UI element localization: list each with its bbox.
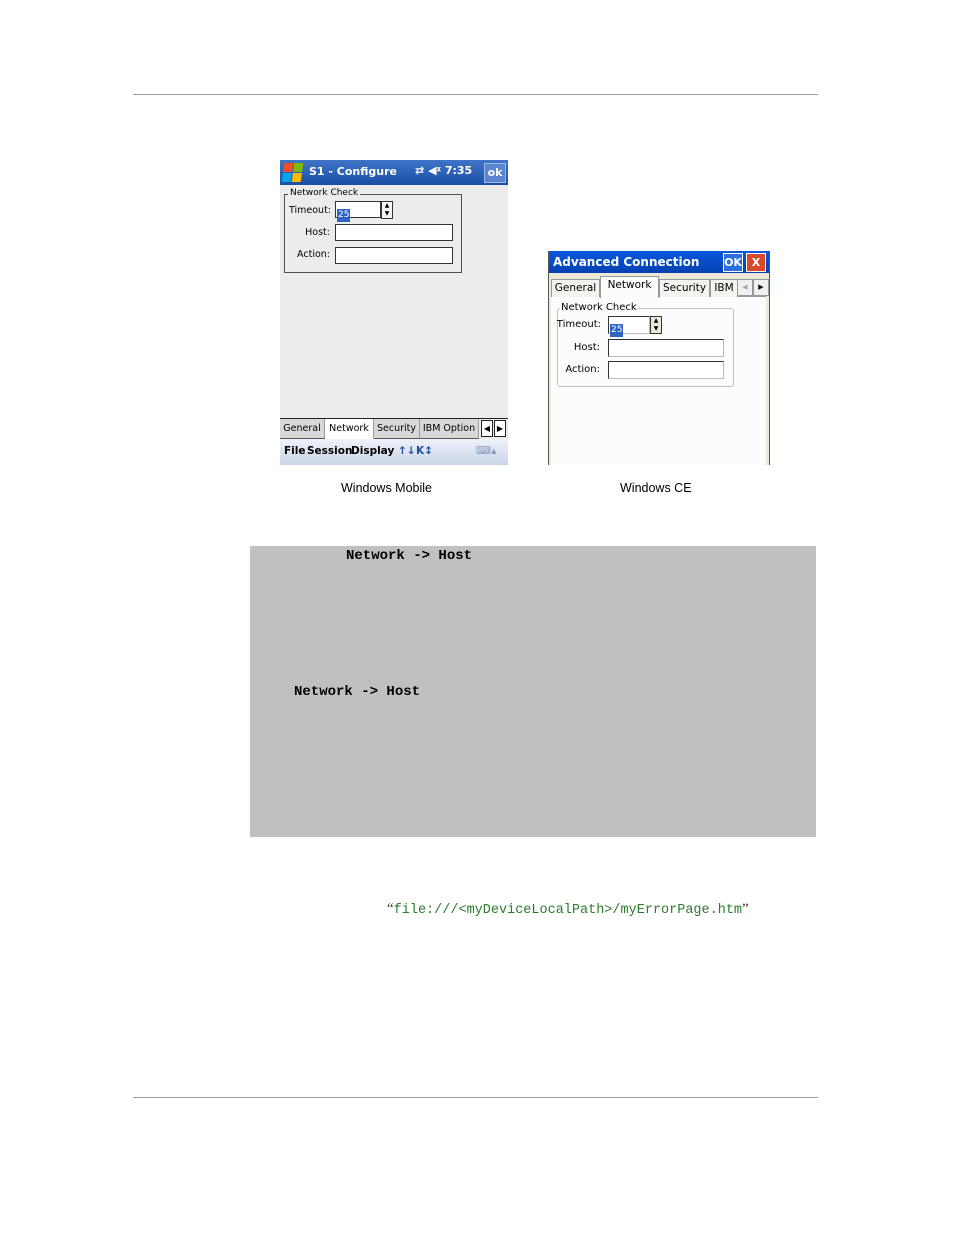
timeout-value: 25 <box>611 325 623 335</box>
tab-ibm[interactable]: IBM <box>710 279 738 297</box>
tab-scroll-left-icon[interactable]: ◀ <box>481 420 493 437</box>
group-label: Network Check <box>290 188 359 198</box>
title-bar <box>280 160 508 185</box>
menu-bar <box>280 439 508 465</box>
code-block <box>250 546 816 837</box>
ok-button[interactable]: OK <box>723 253 743 272</box>
timeout-label: Timeout: <box>288 205 331 216</box>
windows-start-icon[interactable] <box>282 163 305 182</box>
status-icons <box>415 164 472 177</box>
windows-mobile-screenshot <box>280 160 508 465</box>
spin-down-icon[interactable]: ▼ <box>384 210 390 217</box>
timeout-value: 25 <box>338 210 350 220</box>
path-text: file:///<myDeviceLocalPath>/myErrorPage.htm <box>393 903 743 918</box>
connectivity-icon[interactable]: ⇄ <box>415 164 425 177</box>
menu-file[interactable]: File <box>284 445 306 457</box>
transfer-icon[interactable]: ↑↓ <box>398 445 416 457</box>
spin-down-icon[interactable]: ▼ <box>653 325 659 332</box>
action-label: Action: <box>297 249 330 260</box>
timeout-spinner[interactable] <box>650 316 662 334</box>
menu-session[interactable]: Session <box>307 445 353 457</box>
error-page-path <box>387 901 749 918</box>
timeout-field[interactable] <box>335 201 381 218</box>
caption-windows-ce: Windows CE <box>620 481 692 495</box>
footer-rule <box>133 1097 818 1098</box>
tab-general[interactable]: General <box>551 279 600 297</box>
close-icon[interactable]: X <box>746 253 766 272</box>
tab-general[interactable]: General <box>280 419 325 439</box>
action-label: Action: <box>565 364 600 375</box>
connect-icon[interactable]: K↕ <box>416 445 433 457</box>
volume-icon[interactable]: ◀ᵡ <box>428 164 441 177</box>
host-label: Host: <box>305 227 330 238</box>
tab-network[interactable]: Network <box>600 276 659 298</box>
host-label: Host: <box>573 342 600 353</box>
window-title: Advanced Connection <box>553 255 700 269</box>
action-field[interactable] <box>335 247 453 264</box>
tab-scroll-left-icon[interactable]: ◀ <box>737 279 753 296</box>
caption-windows-mobile: Windows Mobile <box>341 481 433 495</box>
code-line-1: Network -> Host <box>346 548 473 564</box>
open-quote: “ <box>387 901 394 917</box>
tab-scroll-right-icon[interactable]: ▶ <box>753 279 769 296</box>
code-line-2: Network -> Host <box>294 684 421 700</box>
host-field[interactable] <box>608 339 724 357</box>
tab-security[interactable]: Security <box>659 279 710 297</box>
host-field[interactable] <box>335 224 453 241</box>
windows-ce-screenshot <box>548 251 770 465</box>
spin-up-icon[interactable]: ▲ <box>653 317 659 324</box>
title-bar <box>549 251 769 273</box>
tab-security[interactable]: Security <box>374 419 420 439</box>
timeout-field[interactable] <box>608 316 650 334</box>
spin-up-icon[interactable]: ▲ <box>384 202 390 209</box>
menu-display[interactable]: Display <box>351 445 395 457</box>
close-quote: ” <box>742 901 749 917</box>
header-rule <box>133 94 818 95</box>
group-label: Network Check <box>561 302 637 313</box>
timeout-label: Timeout: <box>556 319 601 330</box>
window-title: S1 - Configure <box>309 165 398 178</box>
tab-network[interactable]: Network <box>325 419 374 439</box>
timeout-spinner[interactable] <box>381 201 393 219</box>
tab-strip <box>280 418 508 439</box>
tab-scroll-right-icon[interactable]: ▶ <box>494 420 506 437</box>
tab-ibm-option[interactable]: IBM Option <box>420 419 479 439</box>
action-field[interactable] <box>608 361 724 379</box>
ok-button[interactable]: ok <box>484 163 506 183</box>
clock[interactable]: 7:35 <box>444 164 473 177</box>
keyboard-icon[interactable]: ⌨▴ <box>476 445 497 457</box>
